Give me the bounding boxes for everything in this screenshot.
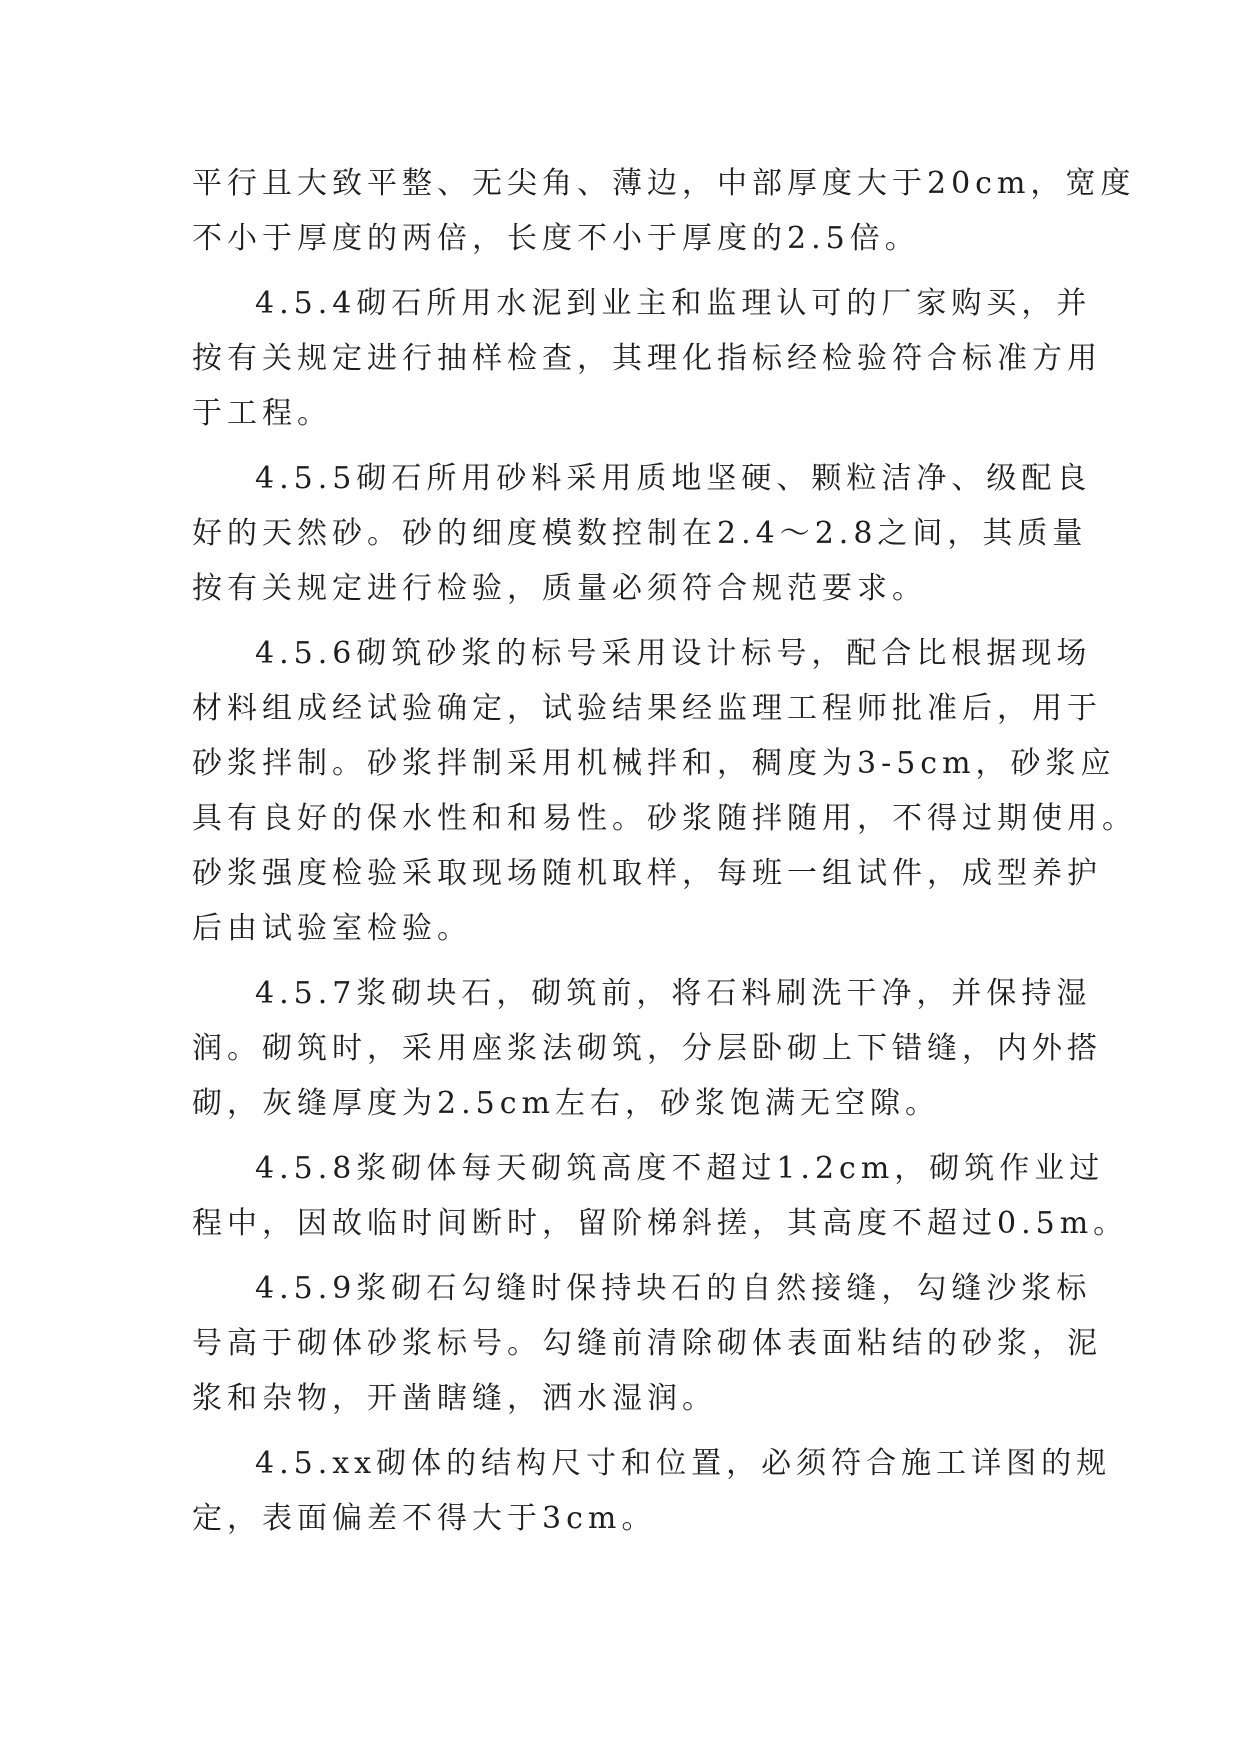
text-line: 后由试验室检验。 (192, 911, 472, 946)
text-line: 好的天然砂。砂的细度模数控制在2.4～2.8之间，其质量 (192, 516, 1088, 551)
text-line: 程中，因故临时间断时，留阶梯斜搓，其高度不超过0.5m。 (192, 1206, 1129, 1241)
text-line: 具有良好的保水性和和易性。砂浆随拌随用，不得过期使用。 (192, 801, 1137, 836)
paragraph-start-4-5-9: 4.5.9浆砌石勾缝时保持块石的自然接缝，勾缝沙浆标 (255, 1271, 1092, 1306)
paragraph-gap (192, 441, 1052, 451)
text-line: 按有关规定进行抽样检查，其理化指标经检验符合标准方用 (192, 341, 1102, 376)
paragraph-gap (192, 266, 1052, 276)
text-line: 砂浆拌制。砂浆拌制采用机械拌和，稠度为3-5cm，砂浆应 (192, 746, 1116, 781)
text-line: 润。砌筑时，采用座浆法砌筑，分层卧砌上下错缝，内外搭 (192, 1031, 1102, 1066)
paragraph-gap (192, 1251, 1052, 1261)
text-line: 材料组成经试验确定，试验结果经监理工程师批准后，用于 (192, 691, 1102, 726)
paragraph-start-4-5-7: 4.5.7浆砌块石，砌筑前，将石料刷洗干净，并保持湿 (255, 976, 1092, 1011)
paragraph-gap (192, 1426, 1052, 1436)
text-line: 浆和杂物，开凿瞎缝，洒水湿润。 (192, 1381, 717, 1416)
text-line: 平行且大致平整、无尖角、薄边，中部厚度大于20cm，宽度 (192, 166, 1136, 201)
text-line: 号高于砌体砂浆标号。勾缝前清除砌体表面粘结的砂浆，泥 (192, 1326, 1102, 1361)
paragraph-start-4-5-6: 4.5.6砌筑砂浆的标号采用设计标号，配合比根据现场 (255, 636, 1092, 671)
paragraph-gap (192, 956, 1052, 966)
text-line: 按有关规定进行检验，质量必须符合规范要求。 (192, 571, 927, 606)
body-text (192, 156, 1137, 1546)
text-line: 不小于厚度的两倍，长度不小于厚度的2.5倍。 (192, 221, 920, 256)
paragraph-gap (192, 1131, 1052, 1141)
text-line: 于工程。 (192, 396, 332, 431)
text-line: 定，表面偏差不得大于3cm。 (192, 1501, 657, 1536)
paragraph-start-4-5-xx: 4.5.xx砌体的结构尺寸和位置，必须符合施工详图的规 (255, 1446, 1112, 1481)
text-line: 砂浆强度检验采取现场随机取样，每班一组试件，成型养护 (192, 856, 1102, 891)
paragraph-start-4-5-5: 4.5.5砌石所用砂料采用质地坚硬、颗粒洁净、级配良 (255, 461, 1092, 496)
paragraph-gap (192, 616, 1052, 626)
paragraph-start-4-5-8: 4.5.8浆砌体每天砌筑高度不超过1.2cm，砌筑作业过 (255, 1151, 1105, 1186)
text-line: 砌，灰缝厚度为2.5cm左右，砂浆饱满无空隙。 (192, 1086, 940, 1121)
paragraph-start-4-5-4: 4.5.4砌石所用水泥到业主和监理认可的厂家购买，并 (255, 286, 1092, 321)
